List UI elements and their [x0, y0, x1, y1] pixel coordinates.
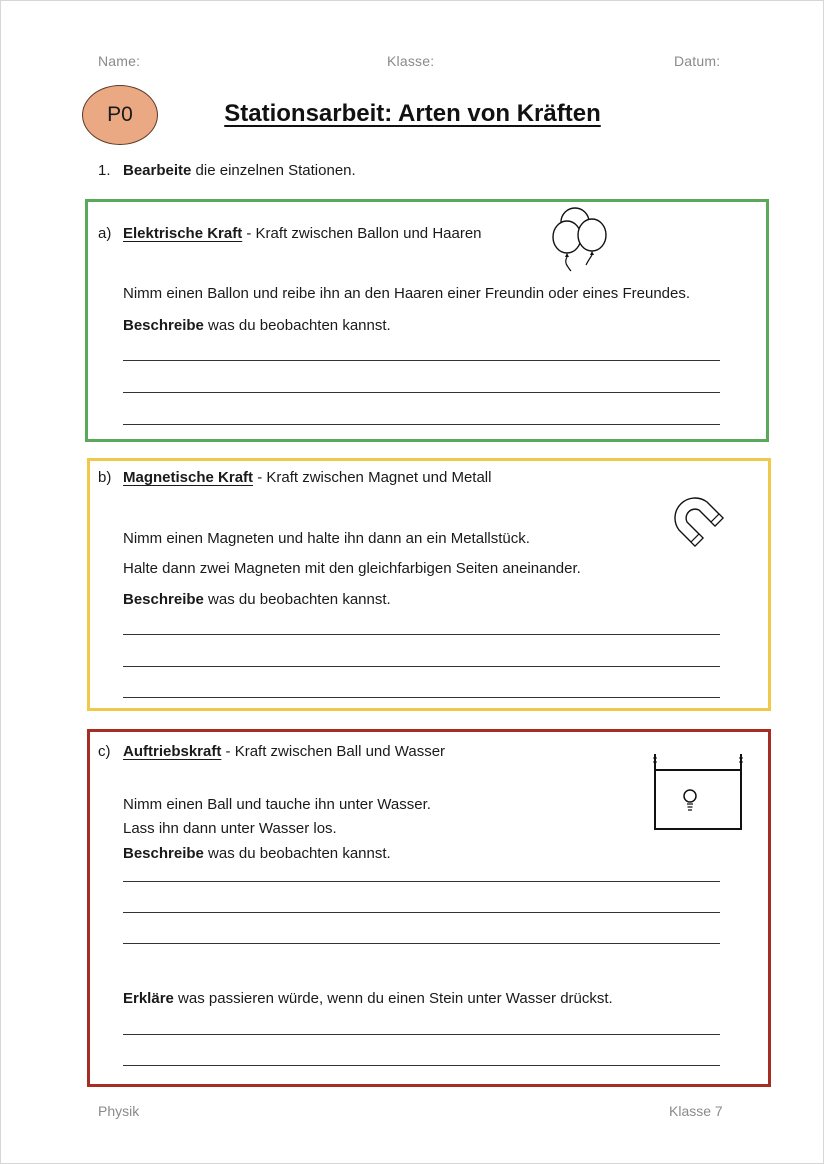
station-badge: [82, 85, 158, 145]
name-label: Name:: [98, 53, 141, 69]
station-c-instruction-1: Nimm einen Ball und tauche ihn unter Wasser.: [123, 796, 431, 813]
station-a-describe-text: was du beobachten kannst.: [208, 317, 391, 334]
footer-subject: Physik: [98, 1103, 140, 1119]
station-b-label: b): [98, 469, 112, 486]
station-c-describe-text: was du beobachten kannst.: [208, 845, 391, 862]
station-c-describe-verb: Beschreibe: [123, 845, 204, 862]
answer-line: [123, 943, 720, 944]
station-a-heading: [98, 225, 482, 242]
task-instruction: [98, 162, 356, 179]
station-b-describe-verb: Beschreibe: [123, 591, 204, 608]
station-c-subtitle: - Kraft zwischen Ball und Wasser: [225, 743, 446, 760]
answer-line: [123, 1034, 720, 1035]
task-text: die einzelnen Stationen.: [195, 162, 356, 179]
answer-line: [123, 392, 720, 393]
answer-line: [123, 697, 720, 698]
water-tank-ball-icon: [650, 752, 746, 832]
station-c-label: c): [98, 743, 111, 760]
station-a-label: a): [98, 225, 112, 242]
task-verb: Bearbeite: [123, 162, 192, 179]
page-title: Stationsarbeit: Arten von Kräften: [224, 100, 601, 127]
balloons-icon: [550, 205, 610, 271]
station-b-heading: [98, 469, 491, 486]
footer-grade: Klasse 7: [669, 1103, 723, 1119]
station-b-describe: [123, 591, 391, 608]
class-label: Klasse:: [387, 53, 435, 69]
station-c-explain-verb: Erkläre: [123, 990, 174, 1007]
answer-line: [123, 666, 720, 667]
station-a-describe-verb: Beschreibe: [123, 317, 204, 334]
station-a-name: Elektrische Kraft: [123, 225, 243, 242]
station-a-subtitle: - Kraft zwischen Ballon und Haaren: [246, 225, 482, 242]
answer-line: [123, 424, 720, 425]
station-a-instruction: Nimm einen Ballon und reibe ihn an den Haaren einer Freundin oder eines Freundes.: [123, 285, 691, 302]
task-number: 1.: [98, 162, 111, 179]
station-c-explain: [123, 990, 613, 1007]
station-c-explain-text: was passieren würde, wenn du einen Stein unter Wasser drückst.: [178, 990, 613, 1007]
date-label: Datum:: [674, 53, 721, 69]
station-c-describe: [123, 845, 391, 862]
answer-line: [123, 912, 720, 913]
station-b-name: Magnetische Kraft: [123, 469, 254, 486]
horseshoe-magnet-icon: [666, 482, 742, 552]
station-c-heading: [98, 743, 445, 760]
station-b-describe-text: was du beobachten kannst.: [208, 591, 391, 608]
answer-line: [123, 360, 720, 361]
station-b-instruction-1: Nimm einen Magneten und halte ihn dann an ein Metallstück.: [123, 530, 530, 547]
answer-line: [123, 634, 720, 635]
station-a-describe: [123, 317, 391, 334]
answer-line: [123, 881, 720, 882]
station-b-instruction-2: Halte dann zwei Magneten mit den gleichfarbigen Seiten aneinander.: [123, 560, 581, 577]
badge-text: P0: [107, 103, 133, 126]
station-c-name: Auftriebskraft: [123, 743, 222, 760]
station-c-instruction-2: Lass ihn dann unter Wasser los.: [123, 820, 337, 837]
answer-line: [123, 1065, 720, 1066]
station-b-subtitle: - Kraft zwischen Magnet und Metall: [257, 469, 492, 486]
